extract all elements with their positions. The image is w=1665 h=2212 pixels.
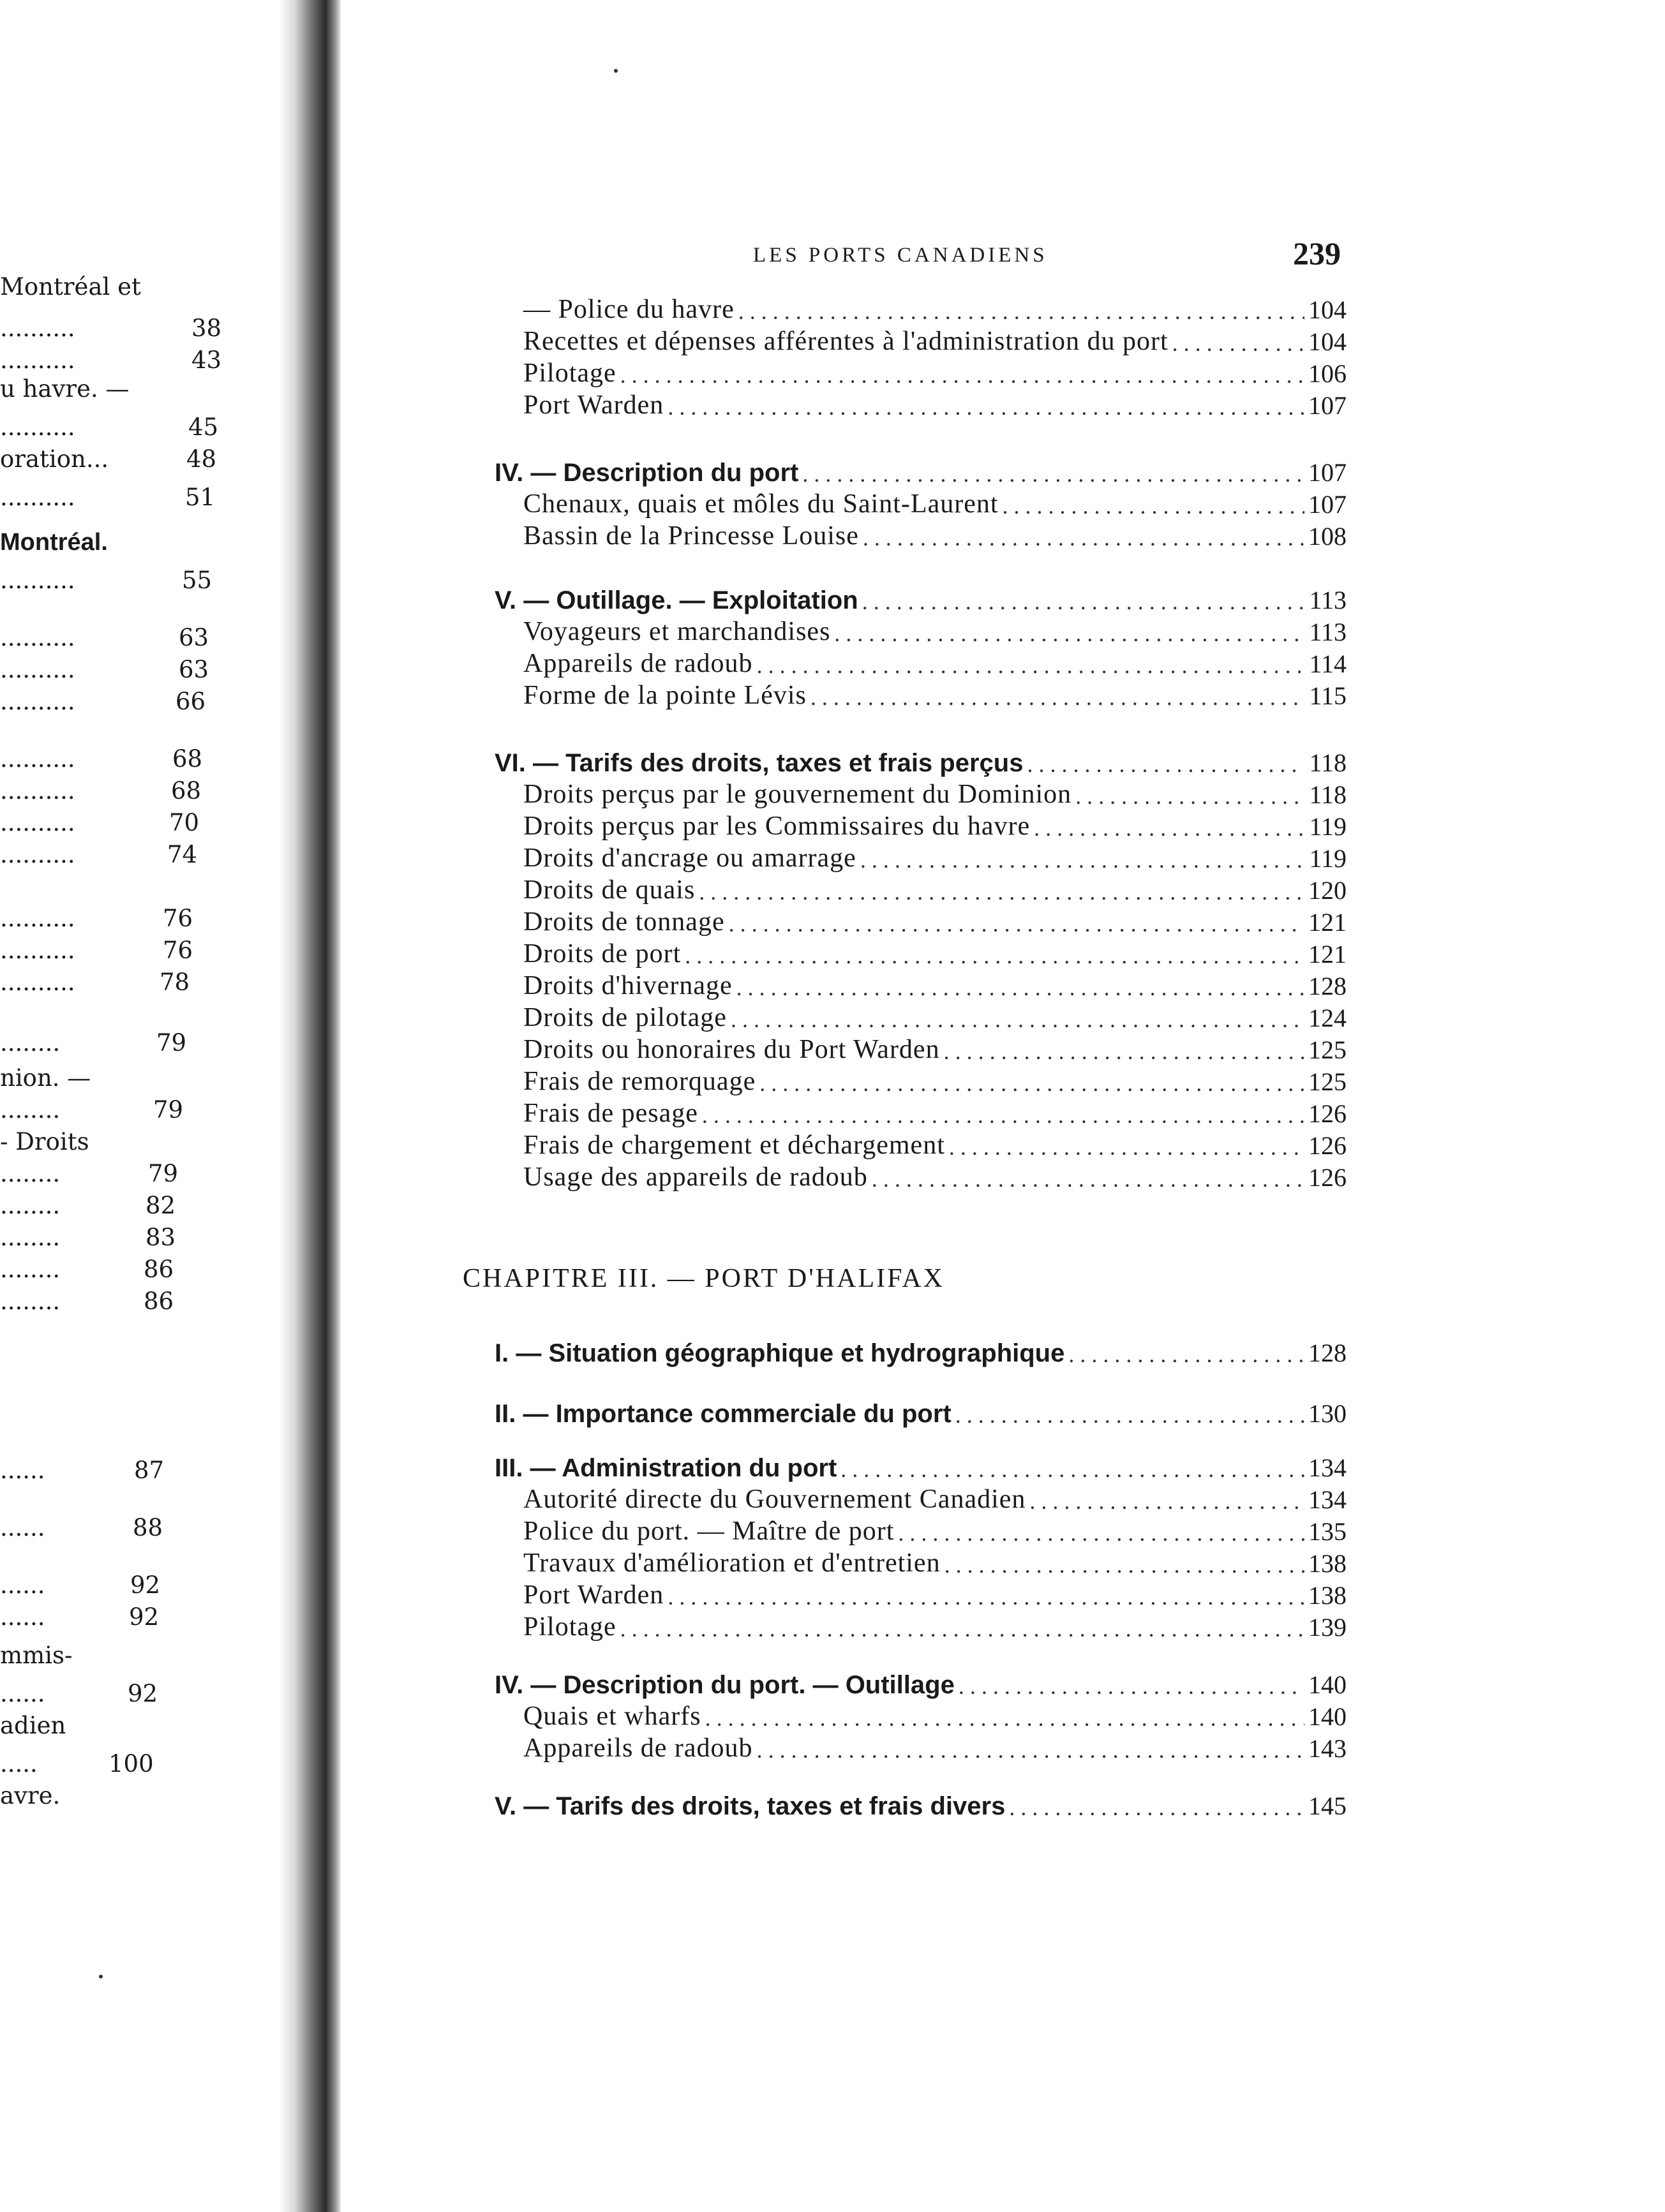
toc-entry — [523, 1512, 1347, 1547]
toc-entry-title: Recettes et dépenses afférentes à l'administration du port — [523, 327, 1168, 356]
left-row-text: ........ — [0, 1256, 61, 1283]
toc-entry — [523, 676, 1347, 711]
toc-section-heading — [495, 1665, 1347, 1700]
toc-entry-title: Droits d'ancrage ou amarrage — [523, 843, 856, 873]
left-row-page-number: 92 — [128, 1680, 158, 1707]
dot-leader — [1068, 1341, 1304, 1368]
dot-leader — [620, 362, 1304, 389]
left-row-page-number: 87 — [134, 1457, 165, 1484]
toc-entry — [523, 1062, 1347, 1097]
toc-page-number: 108 — [1308, 522, 1347, 551]
left-row-page-number: 63 — [179, 656, 209, 683]
dot-leader — [757, 1737, 1304, 1763]
toc-entry — [523, 1094, 1347, 1129]
toc-entry-title: Droits ou honoraires du Port Warden — [523, 1035, 940, 1064]
left-row-text: ........ — [0, 1096, 61, 1124]
toc-entry-title: Droits perçus par les Commissaires du havre — [523, 812, 1031, 841]
toc-page-number: 134 — [1308, 1453, 1347, 1482]
dot-leader — [863, 524, 1304, 551]
toc-section-heading — [495, 743, 1347, 778]
dot-leader — [1029, 1488, 1304, 1515]
dot-leader — [944, 1552, 1304, 1578]
toc-entry — [523, 903, 1347, 937]
toc-page-number: 107 — [1308, 458, 1347, 487]
left-row-page-number: 92 — [130, 1571, 161, 1599]
toc-entry — [523, 935, 1347, 969]
left-row-page-number: 86 — [144, 1256, 174, 1283]
toc-entry — [523, 1729, 1347, 1763]
left-row-page-number: 79 — [153, 1096, 184, 1124]
dot-leader — [1009, 1794, 1304, 1821]
toc-page-number: 121 — [1308, 908, 1347, 937]
toc-page-number: 135 — [1308, 1517, 1347, 1546]
left-row-text: .......... — [0, 745, 75, 773]
toc-entry-title: Appareils de radoub — [523, 1733, 753, 1763]
left-row-text: ...... — [0, 1514, 45, 1541]
toc-entry-title: Chenaux, quais et môles du Saint-Laurent — [523, 489, 999, 519]
dot-leader — [729, 910, 1304, 937]
toc-page-number: 125 — [1308, 1067, 1347, 1096]
left-row-text: adien — [0, 1712, 66, 1739]
toc-page-number: 107 — [1308, 490, 1347, 519]
toc-entry-title: Port Warden — [523, 1580, 664, 1610]
toc-entry — [523, 998, 1347, 1033]
dot-leader — [949, 1134, 1304, 1161]
dot-leader — [1034, 815, 1304, 842]
left-row-text: .......... — [0, 809, 75, 836]
toc-entry-title: Droits de quais — [523, 875, 696, 905]
dot-leader — [1003, 493, 1304, 519]
toc-entry-title: IV. — Description du port. — Outillage — [495, 1671, 955, 1699]
dot-leader — [685, 942, 1304, 969]
toc-entry-title: Droits perçus par le gouvernement du Dominion — [523, 780, 1072, 809]
toc-entry — [523, 1576, 1347, 1610]
toc-page-number: 134 — [1308, 1485, 1347, 1514]
left-row-text: .......... — [0, 777, 75, 805]
dot-leader — [872, 1166, 1304, 1192]
dot-leader — [862, 588, 1304, 615]
toc-page-number: 104 — [1308, 327, 1347, 356]
toc-page-number: 125 — [1308, 1035, 1347, 1064]
dot-leader — [668, 1584, 1304, 1610]
paper-speck — [99, 1975, 103, 1978]
toc-entry — [523, 644, 1347, 679]
left-row-page-number: 55 — [182, 567, 213, 594]
toc-entry — [523, 290, 1347, 325]
left-row-text: .......... — [0, 937, 75, 964]
toc-entry — [523, 1697, 1347, 1732]
toc-entry-title: V. — Outillage. — Exploitation — [495, 586, 858, 614]
left-row-page-number: 86 — [144, 1288, 174, 1315]
left-row-text: ........ — [0, 1288, 61, 1315]
dot-leader — [810, 684, 1304, 711]
dot-leader — [759, 1070, 1304, 1097]
dot-leader — [620, 1615, 1304, 1642]
dot-leader — [959, 1673, 1304, 1700]
left-row-text: .......... — [0, 567, 75, 594]
toc-entry-title: II. — Importance commerciale du port — [495, 1400, 952, 1428]
toc-entry — [523, 1030, 1347, 1065]
running-title: LES PORTS CANADIENS — [753, 244, 1048, 267]
toc-page-number: 126 — [1308, 1163, 1347, 1192]
dot-leader — [668, 394, 1304, 420]
toc-page-number: 138 — [1308, 1581, 1347, 1610]
toc-entry — [523, 1126, 1347, 1161]
dot-leader — [731, 1006, 1304, 1033]
left-row-text: .......... — [0, 315, 75, 342]
chapter-iii-heading: CHAPITRE III. — PORT D'HALIFAX — [463, 1264, 944, 1293]
toc-entry — [523, 612, 1347, 647]
left-row-text: .......... — [0, 484, 75, 511]
toc-page-number: 113 — [1309, 586, 1347, 614]
left-row-page-number: 74 — [167, 841, 198, 868]
left-row-page-number: 70 — [169, 809, 200, 836]
toc-entry-title: Droits de tonnage — [523, 907, 725, 937]
toc-page-number: 128 — [1308, 972, 1347, 1000]
left-row-text: ........ — [0, 1029, 61, 1057]
toc-entry-title: Pilotage — [523, 359, 616, 388]
left-row-text: oration... — [0, 445, 109, 473]
toc-page-number: 107 — [1308, 391, 1347, 420]
left-row-text: .......... — [0, 969, 75, 996]
dot-leader — [898, 1520, 1304, 1547]
left-row-text: - Droits — [0, 1128, 89, 1155]
toc-entry-title: Appareils de radoub — [523, 649, 753, 678]
left-row-page-number: 78 — [160, 969, 190, 996]
left-row-text: .......... — [0, 905, 75, 932]
toc-page-number: 113 — [1309, 618, 1347, 646]
toc-page-number: 143 — [1308, 1734, 1347, 1763]
toc-entry — [523, 871, 1347, 905]
toc-page-number: 118 — [1309, 780, 1347, 809]
toc-page-number: 140 — [1308, 1702, 1347, 1731]
toc-entry-title: Port Warden — [523, 390, 664, 420]
left-row-page-number: 76 — [163, 937, 193, 964]
toc-entry — [523, 807, 1347, 842]
toc-entry-title: V. — Tarifs des droits, taxes et frais divers — [495, 1792, 1006, 1820]
left-row-page-number: 68 — [171, 777, 202, 805]
toc-entry-title: Pilotage — [523, 1612, 616, 1642]
toc-entry-title: Autorité directe du Gouvernement Canadien — [523, 1485, 1026, 1514]
dot-leader — [1075, 783, 1304, 810]
toc-entry-title: Bassin de la Princesse Louise — [523, 521, 859, 551]
toc-page-number: 120 — [1308, 876, 1347, 905]
toc-entry — [523, 839, 1347, 873]
toc-entry-title: VI. — Tarifs des droits, taxes et frais perçus — [495, 749, 1024, 777]
left-row-page-number: 100 — [108, 1750, 154, 1778]
toc-entry — [523, 517, 1347, 551]
dot-leader — [757, 652, 1304, 679]
toc-page-number: 126 — [1308, 1099, 1347, 1128]
toc-page-number: 130 — [1308, 1399, 1347, 1428]
left-row-text: .......... — [0, 346, 75, 374]
left-row-text: ........ — [0, 1160, 61, 1187]
toc-page-number: 138 — [1308, 1549, 1347, 1578]
dot-leader — [840, 1456, 1304, 1483]
dot-leader — [834, 620, 1304, 647]
book-spine-shadow — [280, 0, 341, 2212]
toc-entry — [523, 1158, 1347, 1192]
toc-entry — [523, 485, 1347, 519]
left-row-text: ...... — [0, 1680, 45, 1707]
toc-entry — [523, 354, 1347, 389]
toc-entry-title: I. — Situation géographique et hydrographique — [495, 1339, 1065, 1367]
toc-entry — [523, 386, 1347, 420]
toc-page-number: 140 — [1308, 1670, 1347, 1699]
dot-leader — [705, 1705, 1304, 1732]
dot-leader — [1172, 330, 1304, 357]
toc-entry-title: Quais et wharfs — [523, 1702, 701, 1731]
toc-entry-title: Droits d'hivernage — [523, 971, 733, 1000]
dot-leader — [802, 461, 1304, 487]
dot-leader — [944, 1038, 1304, 1065]
left-row-page-number: 66 — [175, 688, 206, 715]
paper-speck — [614, 69, 618, 73]
toc-entry-title: Travaux d'amélioration et d'entretien — [523, 1548, 941, 1578]
toc-entry-title: Droits de pilotage — [523, 1003, 727, 1032]
toc-section-heading — [495, 1786, 1347, 1821]
toc-section-heading — [495, 1448, 1347, 1483]
toc-section-heading — [495, 1394, 1347, 1429]
toc-page-number: 104 — [1308, 295, 1347, 324]
toc-section-heading — [495, 581, 1347, 615]
toc-entry — [523, 1480, 1347, 1515]
toc-page-number: 106 — [1308, 359, 1347, 388]
toc-page-number: 118 — [1309, 748, 1347, 777]
left-row-text: ........ — [0, 1192, 61, 1219]
toc-entry-title: Droits de port — [523, 939, 682, 969]
left-row-page-number: 43 — [191, 346, 222, 374]
left-row-page-number: 88 — [133, 1514, 163, 1541]
left-row-text: ...... — [0, 1603, 45, 1631]
toc-entry — [523, 322, 1347, 357]
toc-entry-title: IV. — Description du port — [495, 459, 799, 487]
toc-page-number: 128 — [1308, 1339, 1347, 1367]
dot-leader — [699, 879, 1304, 905]
left-row-text: avre. — [0, 1782, 61, 1809]
left-row-page-number: 79 — [148, 1160, 179, 1187]
left-row-text: .......... — [0, 413, 75, 441]
dot-leader — [736, 974, 1304, 1001]
dot-leader — [1027, 751, 1304, 778]
toc-entry — [523, 1608, 1347, 1642]
left-row-page-number: 38 — [191, 315, 222, 342]
toc-entry-title: Frais de pesage — [523, 1099, 698, 1128]
left-row-text: .......... — [0, 656, 75, 683]
toc-page-number: 115 — [1309, 681, 1347, 710]
left-row-page-number: 63 — [179, 624, 209, 651]
left-row-page-number: 82 — [146, 1192, 176, 1219]
left-row-text: mmis- — [0, 1642, 73, 1669]
toc-entry-title: Police du port. — Maître de port — [523, 1517, 895, 1546]
toc-entry-title: Forme de la pointe Lévis — [523, 681, 807, 710]
left-row-text: Montréal et — [0, 273, 141, 301]
dot-leader — [702, 1102, 1304, 1129]
left-row-page-number: 68 — [172, 745, 203, 773]
left-row-text: u havre. — — [0, 375, 130, 403]
toc-entry-title: — Police du havre — [523, 295, 735, 324]
left-row-text: ..... — [0, 1750, 38, 1778]
toc-page-number: 139 — [1308, 1613, 1347, 1642]
left-row-page-number: 83 — [146, 1224, 176, 1251]
left-row-text: .......... — [0, 624, 75, 651]
left-row-page-number: 76 — [163, 905, 193, 932]
left-row-text: ...... — [0, 1457, 45, 1484]
left-row-text: ........ — [0, 1224, 61, 1251]
toc-page-number: 119 — [1309, 844, 1347, 873]
toc-entry — [523, 1544, 1347, 1578]
toc-entry — [523, 775, 1347, 810]
toc-section-heading — [495, 1333, 1347, 1368]
left-row-text: nion. — — [0, 1064, 91, 1092]
toc-entry-title: Voyageurs et marchandises — [523, 617, 831, 646]
left-row-page-number: 79 — [156, 1029, 187, 1057]
toc-page-number: 121 — [1308, 940, 1347, 969]
toc-entry — [523, 967, 1347, 1001]
toc-entry-title: Usage des appareils de radoub — [523, 1162, 868, 1192]
dot-leader — [860, 847, 1304, 873]
toc-page-number: 119 — [1309, 812, 1347, 841]
left-row-page-number: 51 — [185, 484, 216, 511]
left-row-page-number: 92 — [129, 1603, 160, 1631]
toc-entry-title: Frais de chargement et déchargement — [523, 1131, 945, 1160]
toc-entry-title: III. — Administration du port — [495, 1454, 837, 1482]
dot-leader — [955, 1402, 1304, 1429]
left-row-page-number: 48 — [186, 445, 217, 473]
left-row-text: .......... — [0, 688, 75, 715]
left-row-page-number: 45 — [188, 413, 219, 441]
toc-entry-title: Frais de remorquage — [523, 1067, 756, 1096]
toc-page-number: 124 — [1308, 1004, 1347, 1032]
page-number: 239 — [1293, 235, 1341, 271]
left-row-text: .......... — [0, 841, 75, 868]
toc-section-heading — [495, 453, 1347, 487]
toc-page-number: 114 — [1309, 649, 1347, 678]
left-row-text: Montréal. — [0, 529, 108, 556]
left-row-text: ...... — [0, 1571, 45, 1599]
toc-page-number: 145 — [1308, 1792, 1347, 1820]
toc-page-number: 126 — [1308, 1131, 1347, 1160]
dot-leader — [738, 298, 1304, 325]
